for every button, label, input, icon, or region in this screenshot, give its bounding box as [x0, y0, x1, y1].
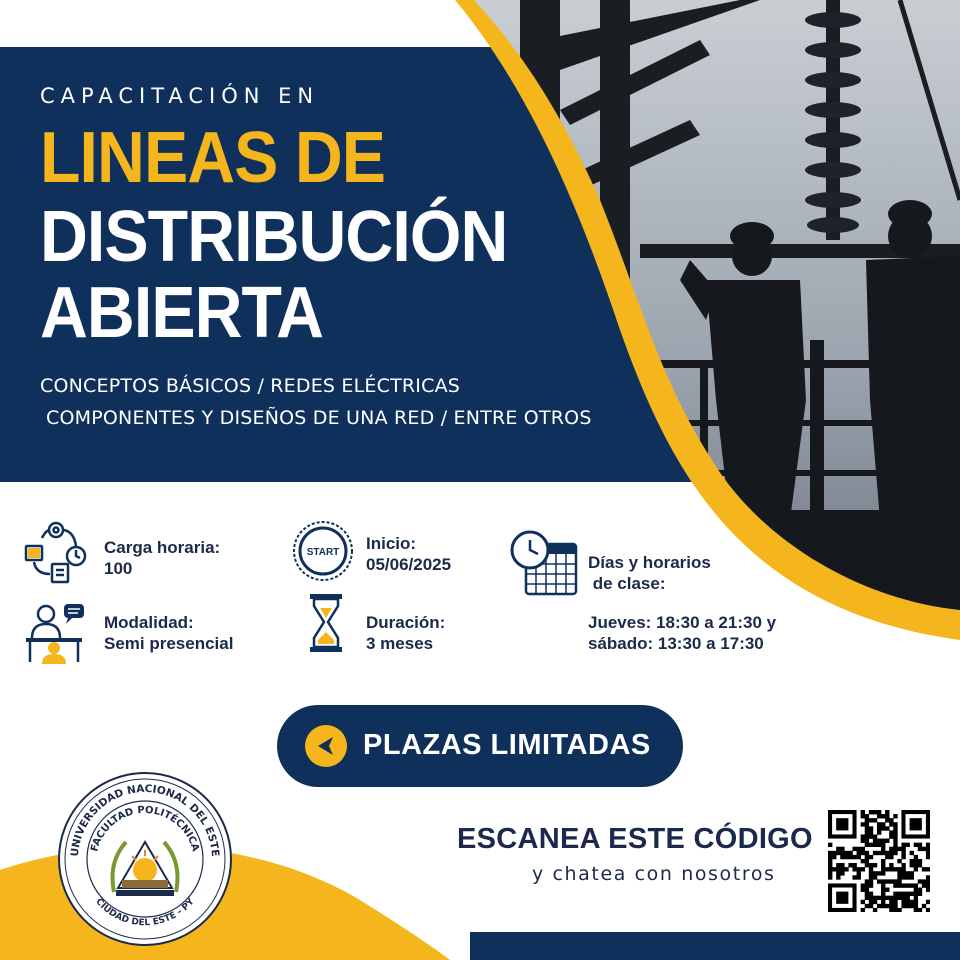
seal-bottom-text: CIUDAD DEL ESTE - PY — [93, 896, 197, 929]
workload-label: Carga horaria: — [104, 538, 221, 557]
duration-value: 3 meses — [366, 634, 434, 653]
hourglass-icon — [306, 592, 346, 654]
start-value: 05/06/2025 — [366, 555, 452, 574]
modality-value: Semi presencial — [104, 634, 234, 653]
clock-calendar-icon — [508, 528, 580, 600]
qr-code[interactable] — [828, 810, 930, 912]
schedule-info — [588, 552, 711, 594]
schedule-times-line-2: sábado: 13:30 a 17:30 — [588, 634, 764, 653]
start-badge-icon — [290, 520, 356, 582]
cta-label: PLAZAS LIMITADAS — [363, 729, 651, 761]
title-line-1: LINEAS DE — [40, 118, 386, 198]
schedule-times-line-1: Jueves: 18:30 a 21:30 y — [588, 613, 777, 632]
subtitle-line-1: CONCEPTOS BÁSICOS / REDES ELÉCTRICAS — [40, 375, 461, 397]
start-label: Inicio: — [366, 534, 417, 553]
start-info — [366, 533, 451, 575]
schedule-label-line-1: Días y horarios — [588, 553, 711, 572]
university-seal-logo — [56, 770, 234, 948]
modality-label: Modalidad: — [104, 613, 194, 632]
arrow-left-icon — [305, 725, 347, 767]
modality-info — [104, 612, 233, 654]
schedule-label-line-2: de clase: — [588, 574, 666, 593]
seal-outer-text: UNIVERSIDAD NACIONAL DEL ESTE — [68, 782, 222, 858]
plazas-limitadas-button[interactable] — [277, 705, 683, 787]
start-badge-text: START — [306, 547, 340, 558]
duration-label: Duración: — [366, 613, 446, 632]
eyebrow-text: CAPACITACIÓN EN — [40, 84, 320, 108]
workload-info — [104, 537, 220, 579]
scan-title: ESCANEA ESTE CÓDIGO — [457, 823, 813, 855]
teacher-student-icon — [22, 600, 90, 666]
duration-info — [366, 612, 445, 654]
title-line-2: DISTRIBUCIÓN — [40, 197, 508, 277]
scan-subtitle: y chatea con nosotros — [532, 863, 776, 885]
seal-inner-text: FACULTAD POLITÉCNICA — [89, 804, 201, 853]
workload-value: 100 — [104, 559, 133, 578]
title-line-3: ABIERTA — [40, 273, 324, 353]
bottom-navy-band — [470, 932, 960, 960]
subtitle-line-2: COMPONENTES Y DISEÑOS DE UNA RED / ENTRE OTROS — [46, 407, 592, 429]
schedule-times — [588, 612, 776, 654]
workflow-gears-icon — [22, 518, 90, 586]
